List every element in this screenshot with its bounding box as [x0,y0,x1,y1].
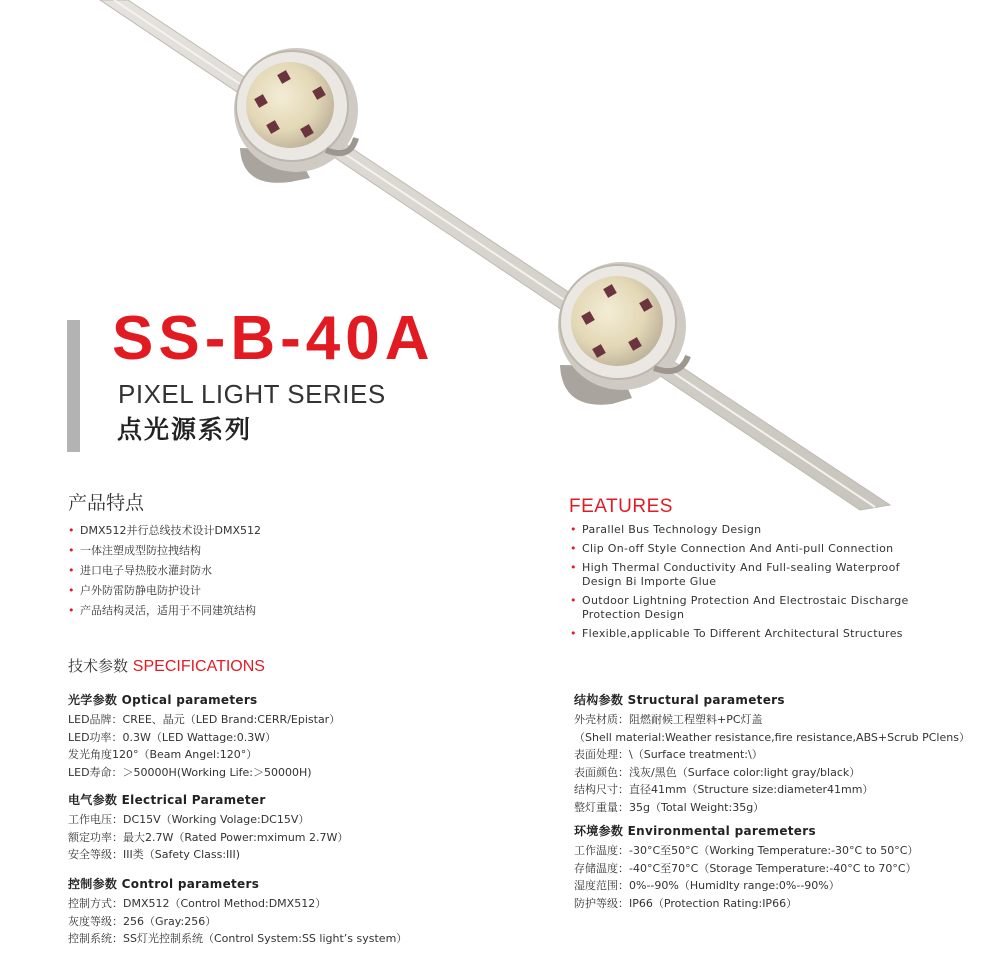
section-title: 光学参数 Optical parameters [68,693,258,707]
spec-line: LED寿命：＞50000H(Working Life:＞50000H) [68,765,312,779]
list-item: • 产品结构灵活，适用于不同建筑结构 [68,604,256,617]
spec-line: 灰度等级：256（Gray:256） [68,914,217,928]
control-parameters [68,876,407,948]
section-title: 控制参数 Control parameters [68,877,260,891]
title-accent-bar [67,320,80,452]
series-title-cn: 点光源系列 [117,415,253,444]
bullet-icon: • [68,524,75,537]
bullet-icon: • [570,542,577,555]
bullet-icon: • [68,544,75,557]
pixel-light-upper [234,48,358,183]
optical-parameters [68,692,340,781]
list-item: • 一体注塑成型防拉拽结构 [68,544,201,557]
spec-line: 整灯重量：35g（Total Weight:35g） [574,800,765,814]
spec-line: LED品牌：CREE、晶元（LED Brand:CERR/Epistar） [68,713,341,726]
spec-line: 安全等级：III类（Safety Class:III) [68,848,241,861]
bullet-icon: • [570,627,577,640]
spec-line: 结构尺寸：直径41mm（Structure size:diameter41mm） [574,783,874,796]
structural-parameters [574,692,970,816]
bullet-icon: • [68,564,75,577]
spec-line: LED功率：0.3W（LED Wattage:0.3W） [68,730,277,744]
spec-line: 发光角度120°（Beam Angel:120°） [68,748,258,761]
bullet-icon: • [570,561,577,574]
section-title: 环境参数 Environmental paremeters [574,824,816,838]
list-item: • High Thermal Conductivity And Full-sealing Waterproof Design Bi Importe Glue [570,561,900,588]
list-item: • Parallel Bus Technology Design [570,523,762,536]
features-title-cn: 产品特点 [68,492,145,514]
list-item: • 进口电子导热胶水灌封防水 [68,564,212,577]
spec-line: 表面处理：\（Surface treatment:\） [574,748,763,761]
bullet-icon: • [570,523,577,536]
spec-line: 湿度范围：0%--90%（Humidlty range:0%--90%） [574,879,840,892]
spec-line: 控制系统：SS灯光控制系统（Control System:SS light’s system） [68,932,408,945]
spec-line: 工作温度：-30°C至50°C（Working Temperature:-30°C to 50°C） [574,844,919,857]
environmental-parameters [574,823,918,912]
spec-line: 额定功率：最大2.7W（Rated Power:mximum 2.7W） [68,830,349,844]
spec-line: 存储温度：-40°C至70°C（Storage Temperature:-40°C to 70°C） [574,861,917,875]
specifications-title-en: SPECIFICATIONS [132,658,265,675]
list-item: • Clip On-off Style Connection And Anti-pull Connection [570,542,894,555]
list-item: • Flexible,applicable To Different Architectural Structures [570,627,903,640]
series-title-en: PIXEL LIGHT SERIES [118,379,386,409]
bullet-icon: • [68,604,75,617]
list-item: • Outdoor Lightning Protection And Electrostaic Discharge Protection Design [570,594,909,621]
features-list-en [570,523,990,646]
section-title: 结构参数 Structural parameters [574,693,785,707]
electrical-parameters [68,792,348,864]
spec-line: 工作电压：DC15V（Working Volage:DC15V） [68,813,310,826]
spec-line: 控制方式：DMX512（Control Method:DMX512） [68,897,327,910]
spec-line: 外壳材质：阻燃耐候工程塑料+PC灯盖 [574,713,763,726]
pixel-light-lower [558,262,688,405]
product-model: SS-B-40A [112,304,435,373]
spec-line: 防护等级：IP66（Protection Rating:IP66） [574,896,798,910]
specifications-title-cn: 技术参数 [68,657,129,675]
spec-line: （Shell material:Weather resistance,fire resistance,ABS+Scrub PClens） [574,730,970,744]
bullet-icon: • [570,594,577,607]
features-title-en: FEATURES [569,496,673,517]
spec-line: 表面颜色：浅灰/黑色（Surface color:light gray/black） [574,765,861,779]
specifications-title [68,659,265,675]
list-item: • DMX512并行总线技术设计DMX512 [68,524,261,537]
features-list-cn [68,524,261,624]
list-item: • 户外防雷防静电防护设计 [68,584,201,597]
section-title: 电气参数 Electrical Parameter [68,793,266,807]
bullet-icon: • [68,584,75,597]
